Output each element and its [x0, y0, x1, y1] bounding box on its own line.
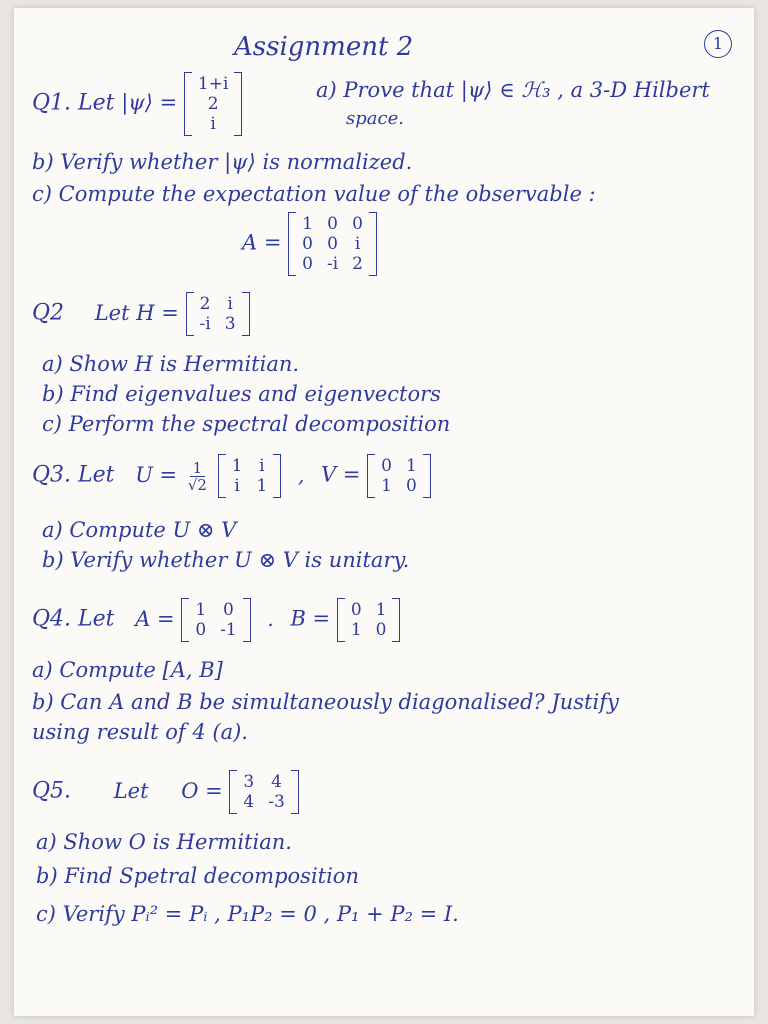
- q1-ket: |ψ⟩ =: [121, 90, 178, 115]
- u-label: U =: [135, 462, 178, 487]
- comma-separator: ,: [298, 462, 305, 487]
- matrix-entry: 0: [302, 234, 313, 254]
- bracket-right: [242, 292, 250, 336]
- q3-label: Q3. Let: [32, 462, 115, 488]
- q2-row: [32, 292, 250, 336]
- q5-label: Q5.: [32, 778, 72, 804]
- q3-row: [32, 454, 431, 498]
- q5-let: Let: [113, 778, 149, 803]
- b-matrix: [337, 598, 401, 642]
- matrix-entry: 1: [375, 600, 387, 620]
- q3-part-a: a) Compute U ⊗ V: [42, 518, 237, 542]
- q1-row: [32, 72, 242, 136]
- fraction-denominator: √2: [187, 475, 207, 494]
- q1-part-a: a) Prove that |ψ⟩ ∈ ℋ₃ , a 3-D Hilbert: [316, 78, 710, 102]
- bracket-right: [243, 598, 251, 642]
- matrix-entry: 2: [352, 254, 363, 274]
- matrix-entry: 0: [223, 600, 234, 620]
- q2-label: Q2: [32, 300, 65, 326]
- page-number-circle: 1: [704, 30, 732, 58]
- bracket-left: [367, 454, 375, 498]
- bracket-right: [234, 72, 242, 136]
- q4-part-b: b) Can A and B be simultaneously diagonalised? Justify: [32, 690, 619, 714]
- v-matrix: [367, 454, 431, 498]
- matrix-entry: 0: [302, 254, 313, 274]
- matrix-entry: 4: [243, 792, 255, 812]
- matrix-entry: i: [234, 476, 240, 496]
- normalization-fraction: [188, 460, 207, 493]
- matrix-entry: 0: [406, 476, 417, 496]
- matrix-entry: 1: [406, 456, 417, 476]
- matrix-entry: 1: [350, 620, 362, 640]
- q1-part-a-cont: space.: [346, 108, 404, 129]
- matrix-entry: 4: [271, 772, 282, 792]
- q5-part-b: b) Find Spetral decomposition: [36, 864, 359, 888]
- matrix-entry: 2: [207, 94, 219, 114]
- page-title: Assignment 2: [234, 32, 414, 62]
- bracket-left: [288, 212, 296, 276]
- matrix-entry: 1: [231, 456, 243, 476]
- a-label: A =: [135, 606, 175, 631]
- matrix-label: A =: [242, 230, 282, 255]
- bracket-right: [369, 212, 377, 276]
- matrix-entry: 0: [381, 456, 392, 476]
- q5-row: [32, 770, 299, 814]
- q2-let: Let H =: [94, 300, 179, 325]
- a-matrix: [181, 598, 250, 642]
- bracket-right: [273, 454, 281, 498]
- matrix-entry: 0: [352, 214, 363, 234]
- q4-part-a: a) Compute [A, B]: [32, 658, 223, 682]
- bracket-left: [184, 72, 192, 136]
- observable-matrix: [288, 212, 377, 276]
- q2-part-a: a) Show H is Hermitian.: [42, 352, 300, 376]
- v-label: V =: [321, 462, 361, 487]
- q4-part-b-cont: using result of 4 (a).: [32, 720, 248, 744]
- q5-part-c: c) Verify Pᵢ² = Pᵢ , P₁P₂ = 0 , P₁ + P₂ = I.: [36, 902, 459, 926]
- bracket-left: [181, 598, 189, 642]
- matrix-entry: 1+i: [197, 74, 229, 94]
- bracket-left: [218, 454, 226, 498]
- q2-part-b: b) Find eigenvalues and eigenvectors: [42, 382, 441, 406]
- u-matrix: [218, 454, 282, 498]
- q1-observable: [242, 212, 377, 276]
- matrix-entry: -1: [220, 620, 237, 640]
- bracket-right: [291, 770, 299, 814]
- matrix-entry: 1: [302, 214, 313, 234]
- assignment-page: [14, 8, 754, 1016]
- o-matrix: [229, 770, 298, 814]
- o-label: O =: [181, 778, 223, 803]
- q4-row: [32, 598, 400, 642]
- matrix-entry: 0: [195, 620, 207, 640]
- matrix-entry: 1: [381, 476, 392, 496]
- q4-label: Q4. Let: [32, 606, 115, 632]
- matrix-entry: i: [259, 456, 265, 476]
- b-label: B =: [290, 606, 331, 631]
- matrix-entry: 1: [256, 476, 268, 496]
- q1-part-b: b) Verify whether |ψ⟩ is normalized.: [32, 150, 413, 174]
- dot-separator: .: [267, 606, 274, 631]
- bracket-right: [392, 598, 400, 642]
- matrix-entry: 1: [195, 600, 207, 620]
- matrix-entry: -i: [199, 314, 211, 334]
- matrix-entry: -i: [326, 254, 339, 274]
- matrix-entry: 0: [350, 600, 362, 620]
- matrix-entry: 0: [327, 234, 338, 254]
- matrix-entry: 0: [327, 214, 338, 234]
- matrix-entry: i: [354, 234, 361, 254]
- bracket-left: [337, 598, 345, 642]
- matrix-entry: -3: [268, 792, 285, 812]
- q1-label: Q1. Let: [32, 90, 115, 116]
- fraction-numerator: 1: [190, 460, 206, 477]
- matrix-entry: 2: [199, 294, 211, 314]
- bracket-left: [186, 292, 194, 336]
- q2-matrix: [186, 292, 250, 336]
- q1-vector: [184, 72, 243, 136]
- matrix-entry: 0: [375, 620, 387, 640]
- matrix-entry: i: [227, 294, 233, 314]
- q1-part-c: c) Compute the expectation value of the observable :: [32, 182, 596, 206]
- bracket-left: [229, 770, 237, 814]
- bracket-right: [423, 454, 431, 498]
- matrix-entry: i: [210, 114, 216, 134]
- matrix-entry: 3: [224, 314, 236, 334]
- matrix-entry: 3: [243, 772, 255, 792]
- q5-part-a: a) Show O is Hermitian.: [36, 830, 292, 854]
- q2-part-c: c) Perform the spectral decomposition: [42, 412, 451, 436]
- q3-part-b: b) Verify whether U ⊗ V is unitary.: [42, 548, 410, 572]
